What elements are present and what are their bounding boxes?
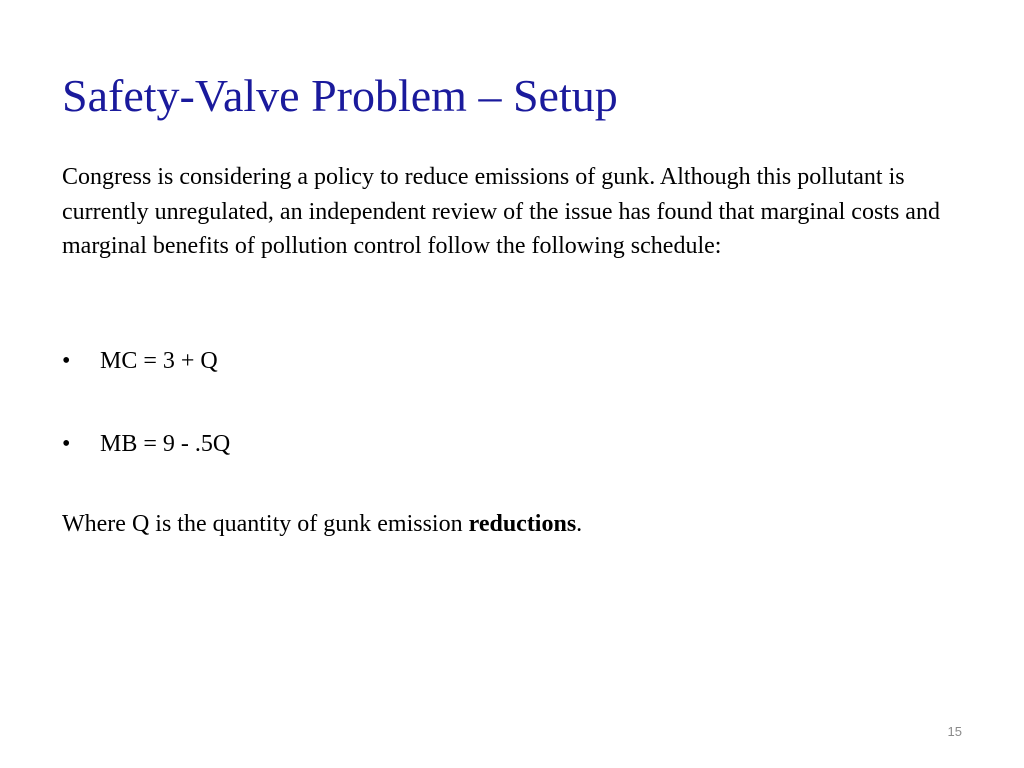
bullet-item-mc [62,344,218,378]
note-suffix: . [576,511,583,537]
bullet-item-mb [62,427,230,461]
slide-title: Safety-Valve Problem – Setup [62,70,618,121]
bullet-text-mc: MC = 3 + Q [100,348,218,374]
bullet-marker: • [62,431,71,457]
note-prefix: Where Q is the quantity of gunk emission [62,511,469,537]
intro-paragraph: Congress is considering a policy to reduce emissions of gunk. Although this pollutant is currently unregulated, an independent review of the issue has found that marginal costs and marginal benefits of pollution control follow the following schedule: [62,164,940,259]
definition-note [62,507,582,541]
note-emphasis: reductions [468,511,577,537]
bullet-text-mb: MB = 9 - .5Q [100,431,231,457]
bullet-marker: • [62,348,71,374]
page-number: 15 [947,724,962,739]
